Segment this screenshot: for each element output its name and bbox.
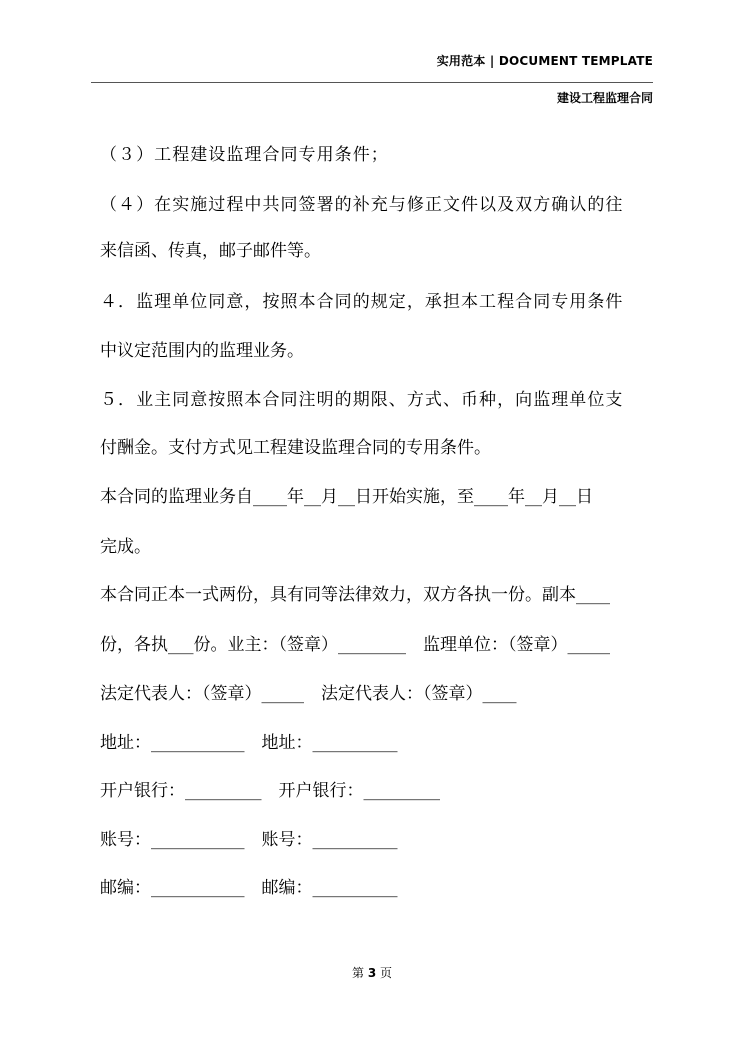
text-line: 付酬金。支付方式见工程建设监理合同的专用条件。 xyxy=(100,438,491,458)
text-line: 来信函、传真，邮子邮件等。 xyxy=(100,241,321,261)
header-divider xyxy=(91,82,653,83)
text-line: 开户银行：_________ 开户银行：_________ xyxy=(100,781,440,801)
text-line: 本合同正本一式两份，具有同等法律效力，双方各执一份。副本____ xyxy=(100,585,610,605)
text-line: （３）工程建设监理合同专用条件； xyxy=(100,145,389,165)
text-line: 法定代表人：（签章）_____ 法定代表人：（签章）____ xyxy=(100,684,517,704)
text-line: 完成。 xyxy=(100,537,151,557)
text-line: 邮编：___________ 邮编：__________ xyxy=(100,878,398,898)
page-num: 3 xyxy=(367,966,377,980)
header-title: 实用范本 | DOCUMENT TEMPLATE xyxy=(436,54,653,68)
text-line: 份，各执___份。业主：（签章）________ 监理单位：（签章）_____ xyxy=(100,635,610,655)
page-prefix: 第 xyxy=(351,966,364,980)
text-line: 本合同的监理业务自____年__月__日开始实施，至____年__月__日 xyxy=(100,487,593,507)
page-suffix: 页 xyxy=(380,966,393,980)
page-number xyxy=(0,964,744,981)
header-subtitle: 建设工程监理合同 xyxy=(556,91,653,105)
text-line: 中议定范围内的监理业务。 xyxy=(100,341,304,361)
text-line: ４．监理单位同意，按照本合同的规定，承担本工程合同专用条件 xyxy=(100,292,624,312)
text-line: 地址：___________ 地址：__________ xyxy=(100,733,398,753)
text-line: （４）在实施过程中共同签署的补充与修正文件以及双方确认的往 xyxy=(100,195,624,215)
text-line: 账号：___________ 账号：__________ xyxy=(100,830,398,850)
text-line: ５．业主同意按照本合同注明的期限、方式、币种，向监理单位支 xyxy=(100,390,624,410)
